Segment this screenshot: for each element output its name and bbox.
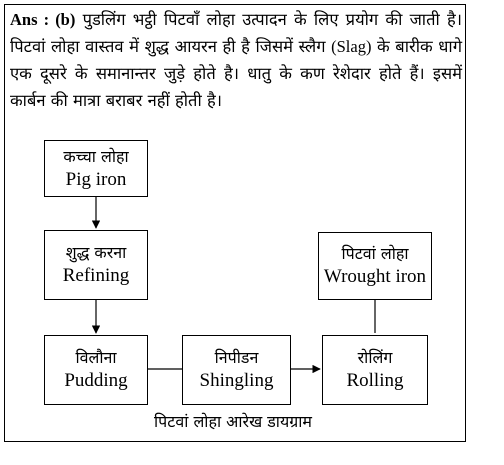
box-wrought-iron-english: Wrought iron — [323, 266, 427, 287]
answer-prefix: Ans : (b) — [10, 10, 76, 29]
diagram-caption: पिटवां लोहा आरेख डायग्राम — [154, 412, 312, 431]
box-refining-hindi: शुद्ध करना — [65, 243, 127, 262]
box-pudding-hindi: विलौना — [75, 348, 117, 367]
answer-text-part1: पुडलिंग भट्ठी पिटवाँ लोहा उत्पादन के लिए प्रयोग की जाती है। पिटवां लोहा वास्तव में शुद्ध आयरन ही है जिसमें स्लैग — [10, 10, 462, 56]
box-rolling-hindi: रोलिंग — [357, 348, 393, 367]
answer-slag-term: (Slag) — [331, 37, 372, 56]
box-pig-iron-english: Pig iron — [65, 168, 127, 190]
box-refining — [44, 230, 148, 300]
box-wrought-iron-hindi: पिटवां लोहा — [341, 244, 409, 263]
box-pudding-english: Pudding — [64, 370, 128, 391]
box-pudding — [44, 335, 148, 405]
box-wrought-iron — [318, 232, 432, 300]
box-refining-english: Refining — [62, 265, 130, 286]
box-pig-iron-hindi: कच्चा लोहा — [63, 146, 129, 166]
box-rolling — [322, 335, 428, 405]
box-shingling-english: Shingling — [199, 370, 274, 391]
box-pig-iron — [44, 140, 148, 197]
box-rolling-english: Rolling — [346, 370, 404, 391]
box-shingling-hindi: निपीडन — [214, 348, 259, 367]
box-shingling — [182, 335, 291, 405]
answer-text-part2: के बारीक धागे एक दूसरे के समानान्तर जुड़े होते है। धातु के कण रेशेदार होते हैं। इसमें कार्बन की मात्रा बराबर नहीं होती है। — [10, 37, 462, 110]
